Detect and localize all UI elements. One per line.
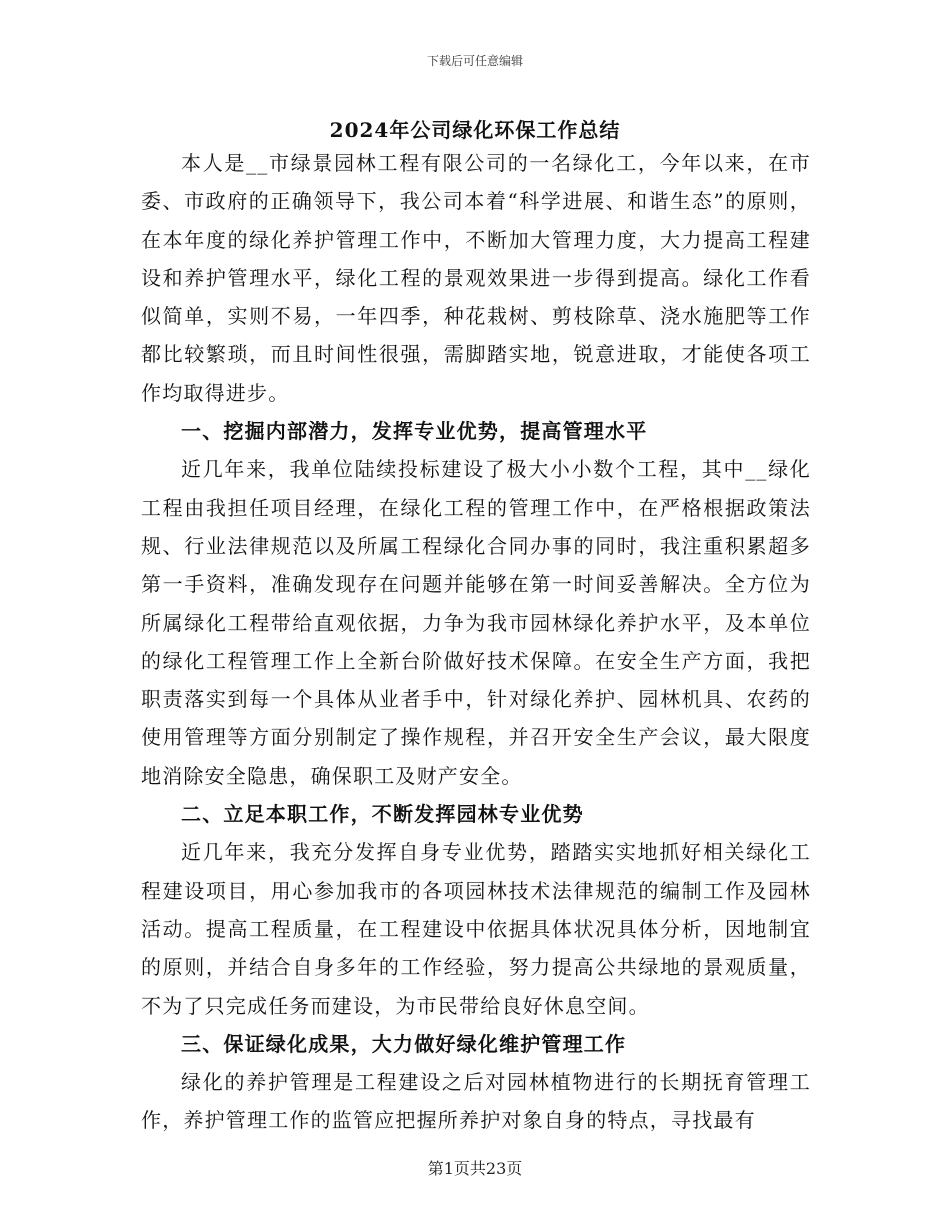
document-title: 2024年公司绿化环保工作总结: [329, 118, 621, 142]
section-heading-3: 三、保证绿化成果，大力做好绿化维护管理工作: [181, 1031, 627, 1056]
page-number: 第1页共23页: [427, 1159, 523, 1178]
paragraph-section-1: 近几年来，我单位陆续投标建设了极大小小数个工程，其中__绿化工程由我担任项目经理，在绿化工程的管理工作中，在严格根据政策法规、行业法律规范以及所属工程绿化合同办事的同时，我注重积累超多第一手资料，准确发现存在问题并能够在第一时间妥善解决。全方位为所属绿化工程带给直观依据，力争为我市园林绿化养护水平，及本单位的绿化工程管理工作上全新台阶做好技术保障。在安全生产方面，我把职责落实到每一个具体从业者手中，针对绿化养护、园林机具、农药的使用管理等方面分别制定了操作规程，并召开安全生产会议，最大限度地消除安全隐患，确保职工及财产安全。: [141, 457, 811, 788]
document-body: [141, 144, 811, 1140]
paragraph-section-2: 近几年来，我充分发挥自身专业优势，踏踏实实地抓好相关绿化工程建设项目，用心参加我市的各项园林技术法律规范的编制工作及园林活动。提高工程质量，在工程建设中依据具体状况具体分析，因地制宜的原则，并结合自身多年的工作经验，努力提高公共绿地的景观质量，不为了只完成任务而建设，为市民带给良好休息空间。: [141, 840, 811, 1018]
page-header-note: 下载后可任意编辑: [426, 54, 523, 68]
section-heading-1: 一、挖掘内部潜力，发挥专业优势，提高管理水平: [181, 419, 648, 444]
section-heading-2: 二、立足本职工作，不断发挥园林专业优势: [181, 802, 584, 827]
paragraph-section-3: 绿化的养护管理是工程建设之后对园林植物进行的长期抚育管理工作，养护管理工作的监管应把握所养护对象自身的特点，寻找最有: [141, 1070, 811, 1133]
paragraph-intro: 本人是__市绿景园林工程有限公司的一名绿化工，今年以来，在市委、市政府的正确领导下，我公司本着“科学进展、和谐生态”的原则，在本年度的绿化养护管理工作中，不断加大管理力度，大力提高工程建设和养护管理水平，绿化工程的景观效果进一步得到提高。绿化工作看似简单，实则不易，一年四季，种花栽树、剪枝除草、浇水施肥等工作都比较繁琐，而且时间性很强，需脚踏实地，锐意进取，才能使各项工作均取得进步。: [141, 151, 811, 405]
